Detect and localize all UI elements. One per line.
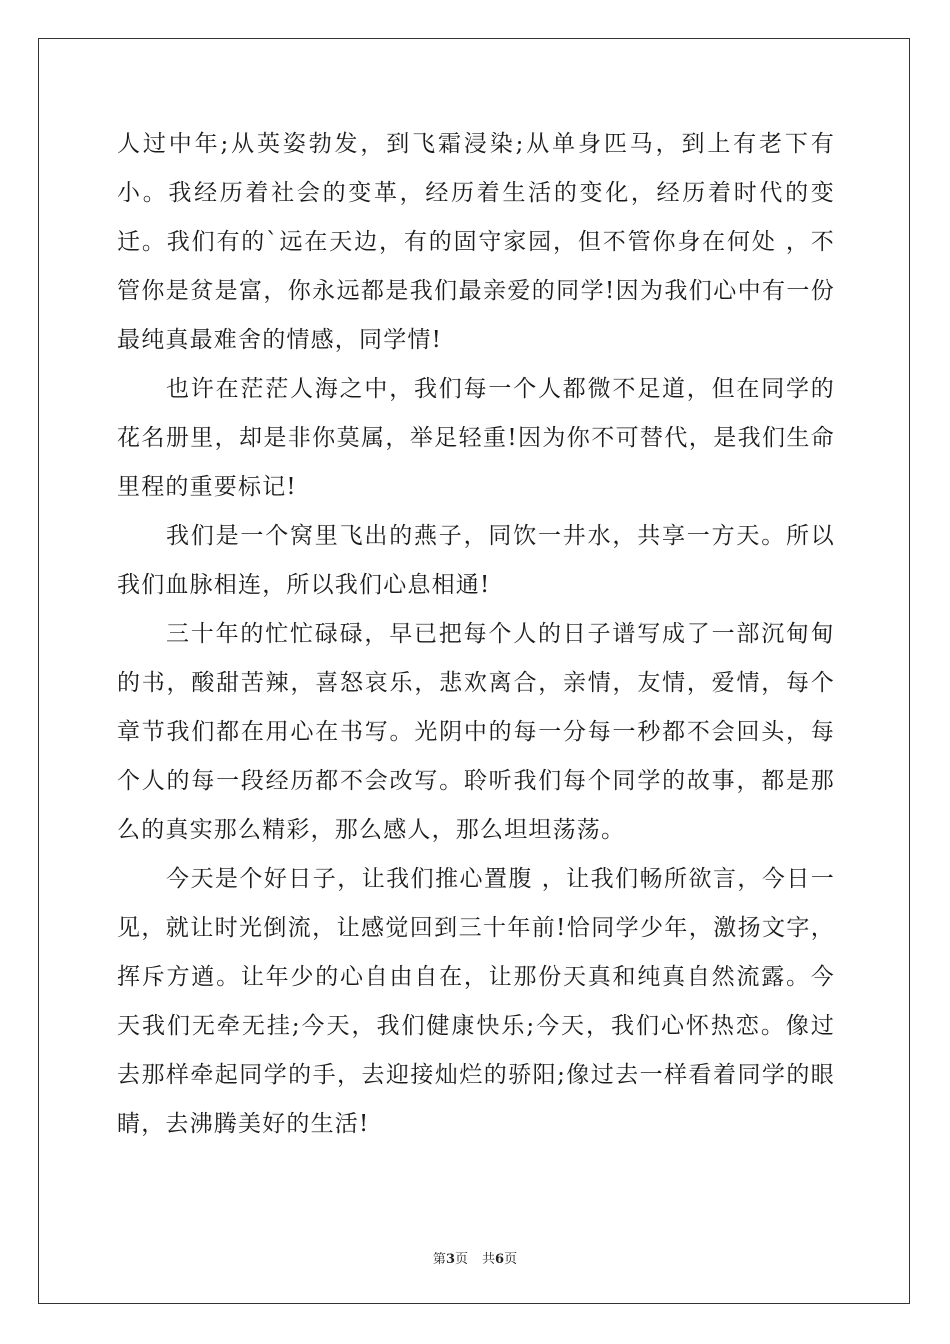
page-number: 3 (445, 1252, 455, 1267)
paragraph-4: 三十年的忙忙碌碌，早已把每个人的日子谱写成了一部沉甸甸的书，酸甜苦辣，喜怒哀乐，悲欢离合，亲情，友情，爱情，每个章节我们都在用心在书写。光阴中的每一分每一秒都不会回头，每个人的每一段经历都不会改写。聆听我们每个同学的故事，都是那么的真实那么精彩，那么感人，那么坦坦荡荡。 (117, 621, 835, 843)
total-prefix: 共 (482, 1252, 496, 1267)
total-pages: 6 (495, 1252, 505, 1267)
page-suffix: 页 (454, 1252, 468, 1267)
paragraph-2: 也许在茫茫人海之中，我们每一个人都微不足道，但在同学的花名册里，却是非你莫属，举足轻重!因为你不可替代，是我们生命里程的重要标记! (117, 376, 835, 500)
document-body (117, 120, 835, 1149)
paragraph-3: 我们是一个窝里飞出的燕子，同饮一井水，共享一方天。所以我们血脉相连，所以我们心息相通! (117, 523, 835, 598)
page-footer (0, 1248, 950, 1267)
total-suffix: 页 (504, 1252, 518, 1267)
paragraph-5: 今天是个好日子，让我们推心置腹 ，让我们畅所欲言，今日一见，就让时光倒流，让感觉回到三十年前!恰同学少年，激扬文字，挥斥方遒。让年少的心自由自在，让那份天真和纯真自然流露。今天我们无牵无挂;今天，我们健康快乐;今天，我们心怀热恋。像过去那样牵起同学的手，去迎接灿烂的骄阳;像过去一样看着同学的眼睛，去沸腾美好的生活! (117, 866, 835, 1137)
page-prefix: 第 (432, 1252, 446, 1267)
paragraph-1: 人过中年;从英姿勃发，到飞霜浸染;从单身匹马，到上有老下有小。我经历着社会的变革，经历着生活的变化，经历着时代的变迁。我们有的`远在天边，有的固守家园，但不管你身在何处 ，不管你是贫是富，你永远都是我们最亲爱的同学!因为我们心中有一份最纯真最难舍的情感，同学情! (117, 131, 835, 353)
